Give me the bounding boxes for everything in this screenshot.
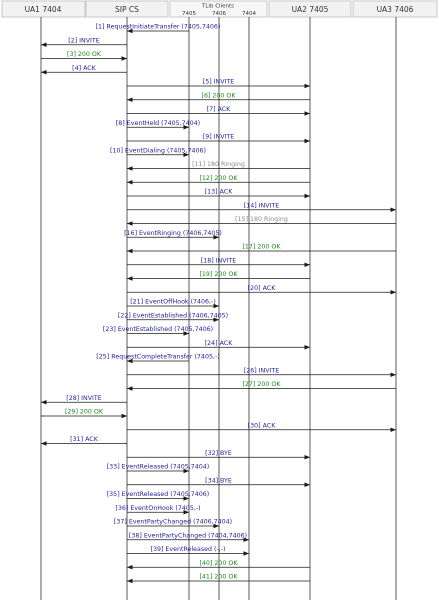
message-label: [18] INVITE [200, 257, 237, 265]
message-label: [15] 180 Ringing [235, 216, 288, 223]
message-label: [37] EventPartyChanged (7406,7404) [113, 518, 233, 526]
message-26 [127, 367, 396, 375]
tlib-clients-title: TLib Clients [202, 3, 234, 10]
message-label: [25] RequestCompleteTransfer (7405,-) [96, 353, 220, 361]
ua3-label: UA3 7406 [376, 5, 414, 14]
message-14 [127, 202, 396, 210]
tlib-7404-label: 7404 [242, 11, 256, 17]
message-label: [12] 200 OK [199, 174, 238, 182]
message-23 [103, 326, 213, 334]
message-label: [24] ACK [204, 339, 233, 347]
message-label: [29] 200 OK [64, 408, 104, 416]
message-label: [35] EventReleased (7405,7406) [106, 491, 210, 498]
message-33 [107, 464, 210, 472]
message-label: [13] ACK [204, 188, 233, 196]
message-label: [11] 180 Ringing [192, 161, 245, 168]
message-4 [41, 65, 127, 73]
ua2-label: UA2 7405 [291, 5, 329, 14]
message-37 [114, 519, 232, 527]
message-label: [20] ACK [247, 284, 276, 292]
message-label: [10] EventDialing (7405,7406) [110, 147, 206, 155]
message-label: [33] EventReleased (7405,7404) [106, 463, 210, 471]
message-3 [41, 51, 127, 59]
message-25 [96, 354, 219, 362]
message-label: [8] EventHeld (7405,7404) [115, 119, 201, 127]
message-label: [31] ACK [70, 436, 98, 443]
message-22 [118, 312, 228, 320]
message-27 [127, 381, 396, 389]
message-label: [40] 200 OK [199, 559, 238, 567]
message-13 [127, 189, 310, 197]
message-17 [127, 244, 396, 252]
message-label: [32] BYE [205, 449, 232, 457]
message-label: [41] 200 OK [199, 573, 238, 581]
message-label: [2] INVITE [68, 37, 100, 45]
message-label: [26] INVITE [243, 367, 280, 375]
tlib-7406-label: 7406 [212, 11, 226, 17]
message-label: [5] INVITE [202, 78, 235, 86]
message-40 [127, 560, 310, 568]
message-32 [127, 450, 310, 458]
message-34 [127, 477, 310, 485]
message-19 [127, 271, 310, 279]
message-label: [23] EventEstablished (7405,7406) [102, 326, 214, 333]
message-label: [16] EventRinging (7406,7405) [124, 229, 222, 237]
message-label: [21] EventOffHook (7406,-) [130, 298, 216, 306]
messages [41, 24, 396, 582]
message-39 [127, 546, 249, 554]
message-label: [22] EventEstablished (7406,7405) [117, 312, 229, 320]
participant-header-row [2, 1, 437, 17]
ua1-label: UA1 7404 [24, 5, 62, 14]
message-label: [3] 200 OK [66, 51, 102, 58]
message-21 [127, 299, 219, 307]
message-label: [14] INVITE [243, 202, 280, 210]
message-label: [1] RequestInitiateTransfer (7405,7406) [95, 23, 221, 31]
message-30 [127, 422, 396, 430]
message-label: [4] ACK [72, 64, 96, 72]
message-label: [17] 200 OK [242, 243, 281, 251]
message-31 [41, 436, 127, 444]
message-label: [28] INVITE [66, 394, 102, 402]
message-label: [9] INVITE [202, 133, 235, 141]
message-20 [127, 285, 396, 293]
tlib-7405-label: 7405 [182, 11, 196, 17]
lifelines [41, 17, 396, 600]
message-36 [115, 505, 200, 513]
message-6 [127, 92, 310, 100]
message-1 [96, 24, 221, 32]
message-label: [39] EventReleased (-,-) [150, 546, 226, 553]
message-12 [127, 175, 310, 183]
message-label: [27] 200 OK [242, 381, 281, 388]
message-label: [6] 200 OK [201, 92, 236, 100]
message-24 [127, 340, 310, 348]
message-5 [127, 79, 310, 87]
message-label: [19] 200 OK [199, 271, 238, 278]
message-label: [7] ACK [206, 106, 231, 113]
message-11 [127, 161, 310, 169]
message-35 [107, 491, 210, 499]
message-16 [124, 230, 222, 238]
message-label: [34] BYE [205, 477, 232, 485]
message-18 [127, 257, 310, 265]
message-10 [110, 147, 206, 155]
message-label: [30] ACK [247, 422, 276, 430]
message-38 [127, 532, 249, 540]
message-9 [127, 134, 310, 142]
message-15 [127, 216, 396, 224]
sipcs-label: SIP CS [115, 5, 139, 14]
message-7 [127, 106, 310, 114]
message-label: [36] EventOnHook (7405,-) [115, 504, 201, 512]
message-label: [38] EventPartyChanged (7404,7406) [128, 532, 248, 540]
message-41 [127, 574, 310, 582]
message-28 [41, 395, 127, 403]
message-2 [41, 37, 127, 45]
message-29 [41, 409, 127, 417]
message-8 [116, 120, 200, 128]
